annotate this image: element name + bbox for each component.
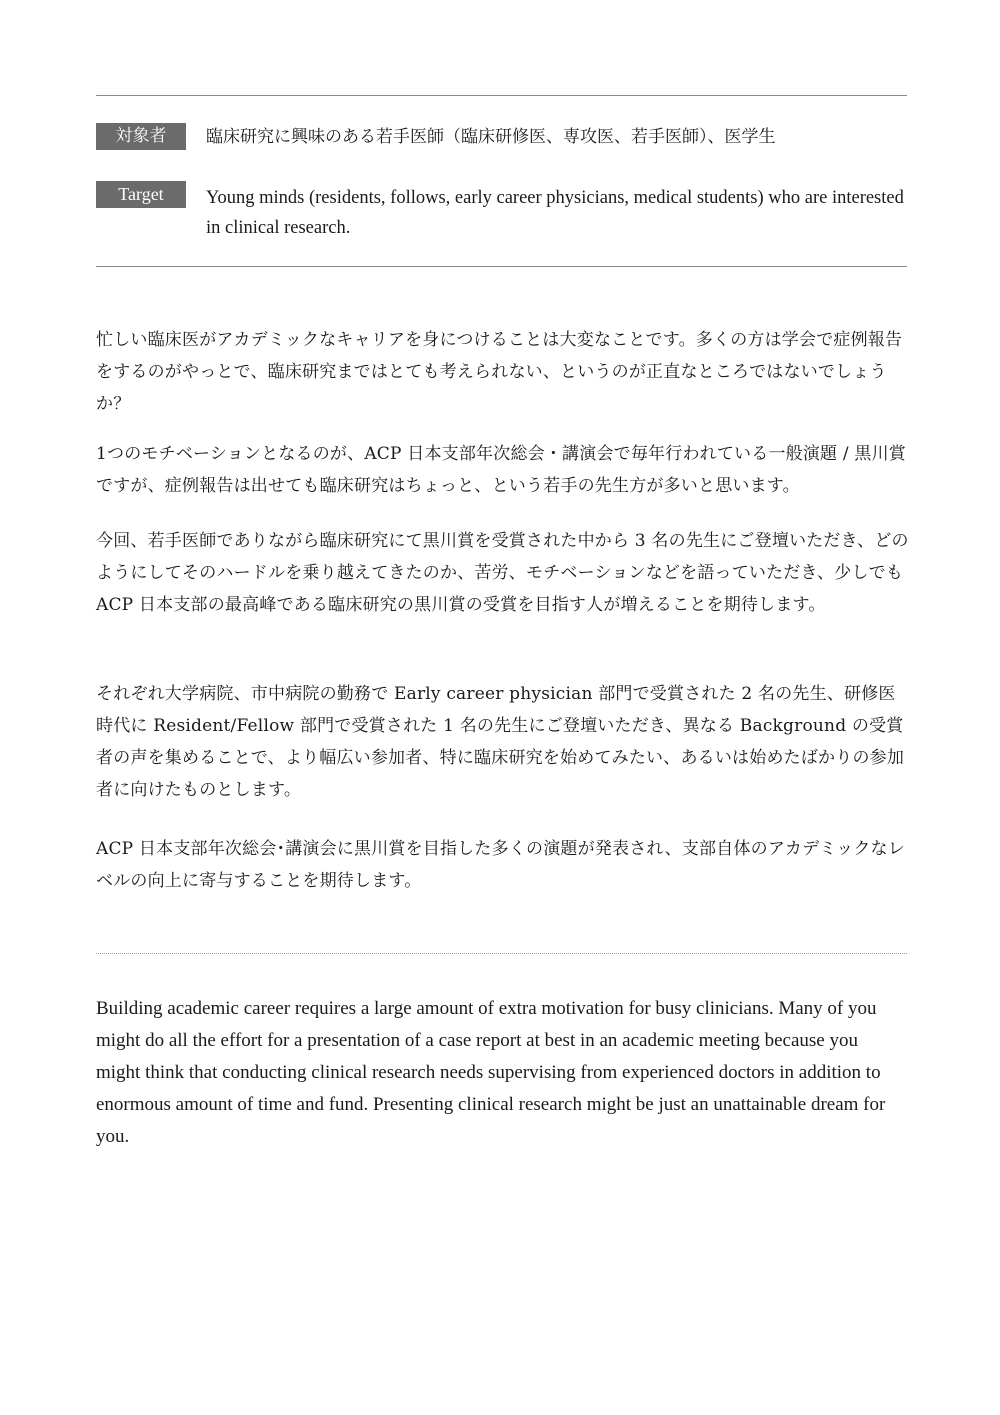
body-ja-paragraph-3: 今回、若手医師でありながら臨床研究にて黒川賞を受賞された中から 3 名の先生にご登壇いただき、どのようにしてそのハードルを乗り越えてきたのか、苦労、モチベーションなどを語っていただき、少しでも ACP 日本支部の最高峰である臨床研究の黒川賞の受賞を目指す人が増えることを期待します。 bbox=[96, 531, 909, 615]
body-en-paragraph-1: Building academic career requires a large amount of extra motivation for busy clinicians. Many of you might do all the effort for a presentation of a case report at best in an academic meeting because you might think that conducting clinical research needs supervising from experienced doctors in addition to enormous amount of time and fund. Presenting clinical research might be just an unattainable dream for you. bbox=[96, 998, 886, 1147]
section-divider bbox=[96, 266, 907, 267]
body-ja-paragraph-5: ACP 日本支部年次総会･講演会に黒川賞を目指した多くの演題が発表され、支部自体のアカデミックなレベルの向上に寄与することを期待します。 bbox=[96, 839, 905, 891]
target-text-ja: 臨床研究に興味のある若手医師（臨床研修医、専攻医、若手医師）、医学生 bbox=[206, 127, 776, 147]
target-label-en: Target bbox=[96, 181, 186, 208]
target-label-ja: 対象者 bbox=[96, 123, 186, 150]
top-divider bbox=[96, 95, 907, 96]
dotted-divider bbox=[96, 953, 907, 954]
body-ja-paragraph-4: それぞれ大学病院、市中病院の勤務で Early career physician 部門で受賞された 2 名の先生、研修医時代に Resident/Fellow 部門で受賞された 1 名の先生にご登壇いただき、異なる Background の受賞者の声を集めることで、より幅広い参加者、特に臨床研究を始めてみたい、あるいは始めたばかりの参加者に向けたものとします。 bbox=[96, 684, 905, 800]
target-text-en: Young minds (residents, follows, early career physicians, medical students) who are interested in clinical research. bbox=[206, 188, 904, 238]
body-ja-paragraph-1: 忙しい臨床医がアカデミックなキャリアを身につけることは大変なことです。多くの方は学会で症例報告をするのがやっとで、臨床研究まではとても考えられない、というのが正直なところではないでしょうか？ bbox=[96, 330, 903, 414]
body-ja-paragraph-2: 1つのモチベーションとなるのが、ACP 日本支部年次総会・講演会で毎年行われている一般演題 / 黒川賞ですが、症例報告は出せても臨床研究はちょっと、という若手の先生方が多いと思います。 bbox=[96, 444, 906, 496]
